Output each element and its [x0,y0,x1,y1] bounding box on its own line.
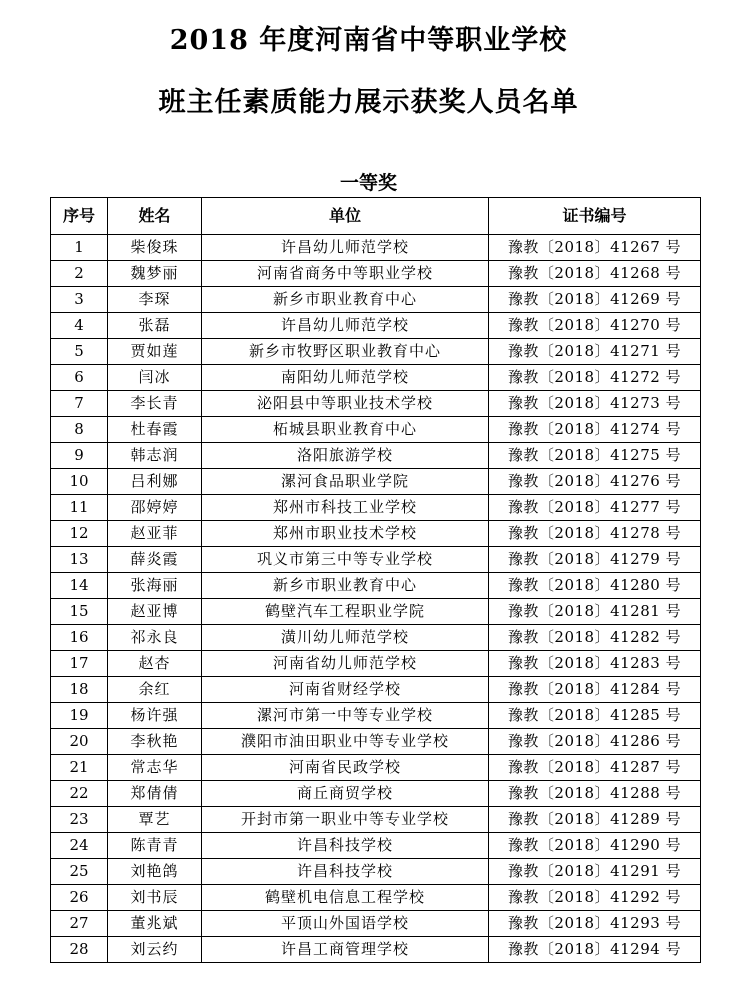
cell-number: 26 [51,885,108,911]
cell-certificate: 豫教〔2018〕41280 号 [489,573,701,599]
table-row [51,937,701,963]
table-row [51,599,701,625]
cell-unit: 漯河食品职业学院 [202,469,489,495]
table-row [51,313,701,339]
cell-certificate: 豫教〔2018〕41289 号 [489,807,701,833]
cell-name: 刘书辰 [108,885,202,911]
table-row [51,807,701,833]
cell-number: 14 [51,573,108,599]
cell-name: 张磊 [108,313,202,339]
cell-number: 10 [51,469,108,495]
cell-number: 20 [51,729,108,755]
cell-name: 杨许强 [108,703,202,729]
cell-certificate: 豫教〔2018〕41277 号 [489,495,701,521]
document-title-line-2: 班主任素质能力展示获奖人员名单 [158,87,579,118]
cell-certificate: 豫教〔2018〕41290 号 [489,833,701,859]
table-row [51,521,701,547]
table-row [51,339,701,365]
cell-number: 12 [51,521,108,547]
cell-number: 17 [51,651,108,677]
cell-number: 1 [51,235,108,261]
cell-certificate: 豫教〔2018〕41286 号 [489,729,701,755]
cell-name: 柴俊珠 [108,235,202,261]
cell-certificate: 豫教〔2018〕41276 号 [489,469,701,495]
cell-unit: 郑州市职业技术学校 [202,521,489,547]
cell-unit: 河南省幼儿师范学校 [202,651,489,677]
cell-certificate: 豫教〔2018〕41284 号 [489,677,701,703]
cell-number: 25 [51,859,108,885]
cell-name: 覃艺 [108,807,202,833]
table-row [51,573,701,599]
cell-certificate: 豫教〔2018〕41293 号 [489,911,701,937]
cell-certificate: 豫教〔2018〕41270 号 [489,313,701,339]
cell-unit: 郑州市科技工业学校 [202,495,489,521]
cell-unit: 许昌科技学校 [202,833,489,859]
table-row [51,859,701,885]
cell-name: 赵杏 [108,651,202,677]
cell-number: 3 [51,287,108,313]
cell-unit: 河南省财经学校 [202,677,489,703]
table-row [51,703,701,729]
cell-number: 21 [51,755,108,781]
table-body [51,235,701,963]
cell-name: 贾如莲 [108,339,202,365]
cell-number: 5 [51,339,108,365]
header-unit: 单位 [202,198,489,235]
cell-name: 余红 [108,677,202,703]
document-title-line-1: 2018 年度河南省中等职业学校 [169,25,568,56]
cell-certificate: 豫教〔2018〕41288 号 [489,781,701,807]
table-row [51,235,701,261]
cell-unit: 新乡市职业教育中心 [202,573,489,599]
cell-number: 19 [51,703,108,729]
cell-number: 7 [51,391,108,417]
table-row [51,651,701,677]
cell-number: 18 [51,677,108,703]
cell-unit: 鹤壁汽车工程职业学院 [202,599,489,625]
cell-unit: 许昌幼儿师范学校 [202,235,489,261]
table-row [51,911,701,937]
cell-name: 韩志润 [108,443,202,469]
cell-name: 张海丽 [108,573,202,599]
cell-number: 22 [51,781,108,807]
cell-unit: 南阳幼儿师范学校 [202,365,489,391]
cell-number: 27 [51,911,108,937]
table-row [51,365,701,391]
cell-name: 薛炎霞 [108,547,202,573]
cell-unit: 洛阳旅游学校 [202,443,489,469]
cell-unit: 许昌工商管理学校 [202,937,489,963]
cell-unit: 濮阳市油田职业中等专业学校 [202,729,489,755]
table-row [51,833,701,859]
cell-number: 13 [51,547,108,573]
cell-unit: 新乡市牧野区职业教育中心 [202,339,489,365]
cell-name: 吕利娜 [108,469,202,495]
cell-name: 闫冰 [108,365,202,391]
header-certificate: 证书编号 [489,198,701,235]
cell-unit: 平顶山外国语学校 [202,911,489,937]
cell-unit: 巩义市第三中等专业学校 [202,547,489,573]
cell-number: 6 [51,365,108,391]
cell-certificate: 豫教〔2018〕41273 号 [489,391,701,417]
table-row [51,547,701,573]
table-row [51,417,701,443]
cell-number: 11 [51,495,108,521]
cell-certificate: 豫教〔2018〕41272 号 [489,365,701,391]
cell-unit: 河南省商务中等职业学校 [202,261,489,287]
cell-certificate: 豫教〔2018〕41291 号 [489,859,701,885]
table-header-row [51,198,701,235]
cell-unit: 开封市第一职业中等专业学校 [202,807,489,833]
cell-unit: 柘城县职业教育中心 [202,417,489,443]
cell-unit: 河南省民政学校 [202,755,489,781]
cell-name: 刘云约 [108,937,202,963]
cell-certificate: 豫教〔2018〕41292 号 [489,885,701,911]
cell-name: 李秋艳 [108,729,202,755]
cell-unit: 潢川幼儿师范学校 [202,625,489,651]
section-heading: 一等奖 [339,172,397,194]
cell-name: 杜春霞 [108,417,202,443]
table-row [51,755,701,781]
cell-name: 赵亚博 [108,599,202,625]
table-row [51,443,701,469]
cell-certificate: 豫教〔2018〕41283 号 [489,651,701,677]
table-row [51,885,701,911]
cell-number: 2 [51,261,108,287]
cell-certificate: 豫教〔2018〕41294 号 [489,937,701,963]
cell-certificate: 豫教〔2018〕41268 号 [489,261,701,287]
cell-name: 董兆斌 [108,911,202,937]
cell-name: 陈青青 [108,833,202,859]
cell-certificate: 豫教〔2018〕41275 号 [489,443,701,469]
table-row [51,261,701,287]
cell-certificate: 豫教〔2018〕41281 号 [489,599,701,625]
header-number: 序号 [51,198,108,235]
cell-unit: 泌阳县中等职业技术学校 [202,391,489,417]
table-row [51,625,701,651]
cell-number: 9 [51,443,108,469]
table-row [51,287,701,313]
cell-name: 邵婷婷 [108,495,202,521]
cell-certificate: 豫教〔2018〕41274 号 [489,417,701,443]
cell-name: 郑倩倩 [108,781,202,807]
table-row [51,469,701,495]
table-row [51,391,701,417]
cell-name: 刘艳鸽 [108,859,202,885]
cell-name: 赵亚菲 [108,521,202,547]
cell-certificate: 豫教〔2018〕41271 号 [489,339,701,365]
cell-unit: 许昌科技学校 [202,859,489,885]
table-row [51,729,701,755]
cell-certificate: 豫教〔2018〕41285 号 [489,703,701,729]
cell-name: 李琛 [108,287,202,313]
cell-number: 8 [51,417,108,443]
cell-number: 28 [51,937,108,963]
cell-unit: 漯河市第一中等专业学校 [202,703,489,729]
table-row [51,677,701,703]
cell-unit: 许昌幼儿师范学校 [202,313,489,339]
cell-certificate: 豫教〔2018〕41282 号 [489,625,701,651]
header-name: 姓名 [108,198,202,235]
cell-number: 24 [51,833,108,859]
cell-unit: 商丘商贸学校 [202,781,489,807]
cell-certificate: 豫教〔2018〕41279 号 [489,547,701,573]
cell-name: 李长青 [108,391,202,417]
table-row [51,781,701,807]
cell-name: 祁永良 [108,625,202,651]
cell-unit: 新乡市职业教育中心 [202,287,489,313]
cell-unit: 鹤壁机电信息工程学校 [202,885,489,911]
cell-number: 4 [51,313,108,339]
cell-number: 16 [51,625,108,651]
cell-certificate: 豫教〔2018〕41267 号 [489,235,701,261]
cell-name: 常志华 [108,755,202,781]
cell-number: 23 [51,807,108,833]
cell-certificate: 豫教〔2018〕41278 号 [489,521,701,547]
cell-name: 魏梦丽 [108,261,202,287]
cell-certificate: 豫教〔2018〕41287 号 [489,755,701,781]
cell-certificate: 豫教〔2018〕41269 号 [489,287,701,313]
table-row [51,495,701,521]
cell-number: 15 [51,599,108,625]
awardees-table [50,197,701,963]
